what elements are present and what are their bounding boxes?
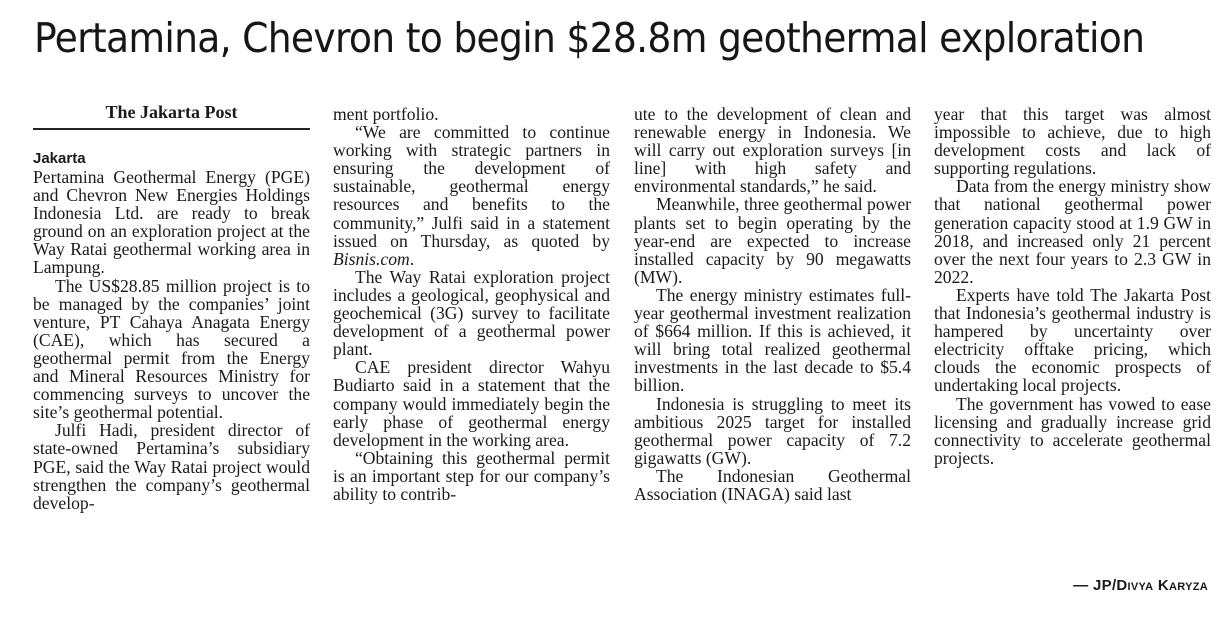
- paragraph: ment portfolio.: [333, 105, 439, 124]
- paragraph: The energy ministry estimates full-year geothermal investment realization of $664 million. If this is achieved, it will bring total realized geothermal investments in the last decade to $5.4 billion.: [634, 284, 911, 396]
- paragraph-with-quote-source: “We are committed to continue working with strategic partners in ensuring the development of sustainable, geothermal energy resources and benefits to the community,” Julfi said in a statement issued on Thursday, as quoted by Bisnis.com.: [333, 122, 610, 269]
- paragraph: ute to the development of clean and renewable energy in Indonesia. We will carry out exploration surveys [in line] with high safety and environmental standards,” he said.: [634, 105, 911, 197]
- paragraph: Meanwhile, three geothermal power plants set to begin operating by the year-end are expected to increase installed capacity by 90 megawatts (MW).: [634, 194, 911, 287]
- paragraph: The Indonesian Geothermal Association (INAGA) said last: [634, 465, 911, 504]
- paragraph: year that this target was almost impossible to achieve, due to high development costs and lack of supporting regulations.: [934, 105, 1211, 179]
- paragraph: “Obtaining this geothermal permit is an important step for our company’s ability to contrib-: [333, 447, 610, 504]
- paragraph: The Way Ratai exploration project includes a geological, geophysical and geochemical (3G) survey to facilitate development of a geothermal power plant.: [333, 266, 610, 360]
- paragraph: Julfi Hadi, president director of state-owned Pertamina’s subsidiary PGE, said the Way Ratai project would strengthen the company’s geothermal develop-: [33, 420, 310, 513]
- paragraph: The government has vowed to ease licensing and gradually increase grid connectivity to accelerate geothermal projects.: [934, 393, 1211, 468]
- paragraph: CAE president director Wahyu Budiarto said in a statement that the company would immediately begin the early phase of geothermal energy development in the working area.: [333, 357, 610, 450]
- byline-name: Divya Karyza: [1116, 577, 1208, 594]
- dateline: Jakarta: [33, 150, 86, 167]
- byline: [1073, 577, 1208, 594]
- article-column-3: [634, 105, 911, 610]
- paragraph: Pertamina Geothermal Energy (PGE) and Chevron New Energies Holdings Indonesia Ltd. are ready to break ground on an exploration project at the Way Ratai geothermal working area in Lampung.: [33, 167, 310, 278]
- article-column-4: [934, 105, 1211, 610]
- paragraph: Indonesia is struggling to meet its ambitious 2025 target for installed geothermal power capacity of 7.2 gigawatts (GW).: [634, 393, 911, 468]
- headline: Pertamina, Chevron to begin $28.8m geothermal exploration: [34, 14, 1145, 62]
- quote-source: Bisnis.com: [333, 248, 410, 269]
- paragraph: The US$28.85 million project is to be managed by the companies’ joint venture, PT Cahaya Anagata Energy (CAE), which has secured a geothermal permit from the Energy and Mineral Resources Ministry for commencing surveys to uncover the site’s geothermal potential.: [33, 275, 310, 423]
- paragraph: Data from the energy ministry show that national geothermal power generation capacity stood at 1.9 GW in 2018, and increased only 21 percent over the next four years to 2.3 GW in 2022.: [934, 176, 1211, 287]
- paragraph-text: “We are committed to continue working with strategic partners in ensuring the development of sustainable, geothermal energy resources and benefits to the community,” Julfi said in a statement issued on Thursday, as quoted by: [333, 122, 610, 251]
- paragraph: Experts have told The Jakarta Post that Indonesia’s geothermal industry is hampered by uncertainty over electricity offtake pricing, which clouds the economic prospects of undertaking local projects.: [934, 284, 1211, 396]
- source-label: The Jakarta Post: [33, 100, 310, 130]
- article-column-1: [33, 100, 310, 605]
- article-column-2: [333, 105, 610, 610]
- byline-prefix: — JP/: [1073, 577, 1117, 594]
